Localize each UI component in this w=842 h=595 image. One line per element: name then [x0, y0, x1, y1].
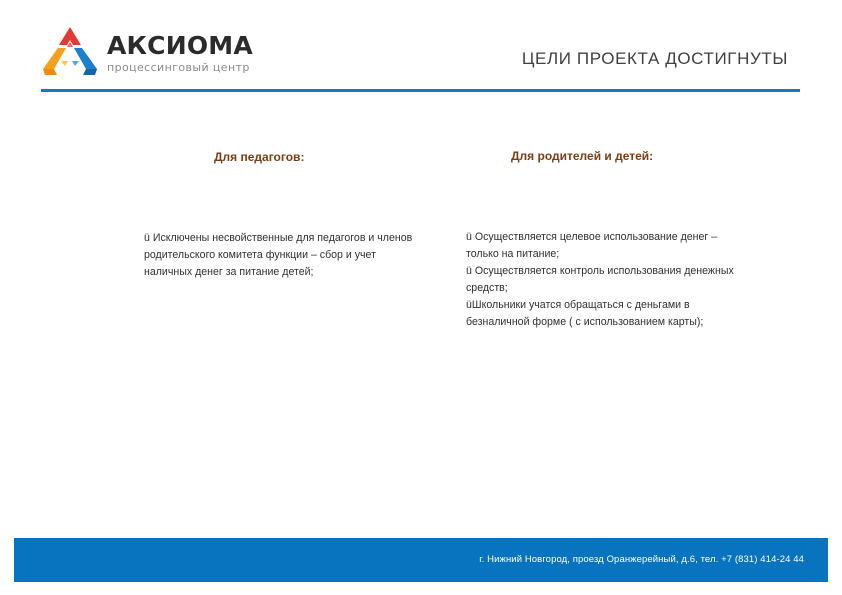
parents-heading: Для родителей и детей:	[511, 149, 654, 163]
teachers-item: ü Исключены несвойственные для педагогов и членов родительского комитета функции – сбор и учет наличных денег за питание детей;	[144, 232, 413, 278]
parents-item: ü Осуществляется целевое использование денег – только на питание;	[466, 231, 718, 260]
parents-item: üШкольники учатся обращаться с деньгами в безналичной форме ( с использованием карты);	[466, 299, 704, 328]
company-logo	[41, 25, 251, 80]
logo-name: АКСИОМА	[107, 31, 253, 60]
footer-address: г. Нижний Новгород, проезд Оранжерейный, д.6, тел. +7 (831) 414-24 44	[479, 554, 804, 565]
header-divider	[41, 89, 800, 92]
axioma-logo-icon	[41, 25, 99, 77]
teachers-heading: Для педагогов:	[214, 150, 305, 164]
parents-item: ü Осуществляется контроль использования денежных средств;	[466, 265, 734, 294]
parents-list	[466, 229, 736, 331]
footer-bar	[14, 538, 828, 582]
logo-subtitle: процессинговый центр	[107, 61, 250, 74]
teachers-list	[144, 230, 414, 281]
page-title: ЦЕЛИ ПРОЕКТА ДОСТИГНУТЫ	[521, 49, 788, 68]
